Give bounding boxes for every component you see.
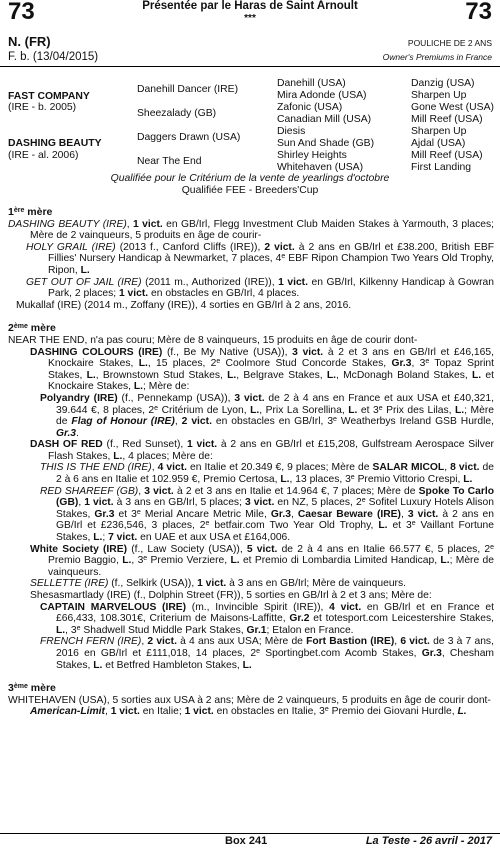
produce-white-society: White Society (IRE) (f., Law Society (USA)), 5 vict. de 2 à 4 ans en Italie 66.577 €, 5 places, 2e Premio Baggio, L., 3e Premio Verziere, L. et Premio di Lombardia Limited Handicap, L.; Mère de vainqueurs.: [30, 543, 495, 578]
produce-mukallaf: Mukallaf (IRE) (2014 m., Zoffany (IRE)), 4 sorties en GB/Irl à 2 ans, 2016.: [16, 299, 352, 311]
first-dam-entry: DASHING BEAUTY (IRE), 1 vict. en GB/Irl, Flegg Investment Club Maiden Stakes à Yarmouth, 3 places; Mère de 2 vainqueurs, 5 produits en âge de courir-: [8, 218, 494, 242]
produce-shesasmartlady: Shesasmartlady (IRE) (f., Dolphin Street (FR)), 5 sorties en GB/Irl à 2 et 3 ans; Mère de:: [30, 590, 432, 601]
second-dam-entry: NEAR THE END, n'a pas couru; Mère de 8 vainqueurs, 15 produits en âge de courir dont-: [8, 334, 418, 346]
sire-name: FAST COMPANY: [8, 91, 90, 102]
gen4-2: Sharpen Up: [411, 90, 467, 101]
produce-record: [8, 207, 494, 718]
qualification-line-1: Qualifiée pour le Critérium de la vente de yearlings d'octobre: [110, 173, 390, 184]
grandsire-2: Daggers Drawn (USA): [137, 132, 241, 143]
produce-french-fern: FRENCH FERN (IRE), 2 vict. à 4 ans aux USA; Mère de Fort Bastion (IRE), 6 vict. de 3 à 7 ans, 2016 en GB/Irl et £111,018, 14 places, 2e Sportingbet.com Acomb Stakes, Gr.3, Chesham Stakes, L. et Betfred Hambleton Stakes, L.: [40, 636, 495, 671]
gen4-5: Sharpen Up: [411, 126, 467, 137]
presenter-line: Présentée par le Haras de Saint Arnoult: [142, 0, 358, 12]
grandsire-1: Danehill Dancer (IRE): [137, 84, 239, 95]
produce-sellette: SELLETTE (IRE) (f., Selkirk (USA)), 1 vict. à 3 ans en GB/Irl; Mère de vainqueurs.: [30, 578, 406, 590]
gen3-5: Diesis: [277, 126, 306, 137]
produce-holy-grail: HOLY GRAIL (IRE) (2013 f., Canford Cliffs (IRE)), 2 vict. à 2 ans en GB/Irl et £38.200, British EBF Fillies' Nursery Handicap à Newmarket, 7 places, 4e EBF Ripon Champion Two Years Old Trophy, Ripon, L.: [26, 241, 495, 276]
granddam-2: Near The End: [137, 156, 202, 167]
first-dam-heading: 1ère mère: [8, 206, 53, 218]
gen3-8: Whitehaven (USA): [277, 162, 364, 173]
produce-dash-of-red: DASH OF RED (f., Red Sunset), 1 vict. à 2 ans en GB/Irl et £15,208, Gulfstream Aerospace Silver Flash Stakes, L., 4 places; Mère de:: [30, 439, 494, 462]
granddam-1: Sheezalady (GB): [137, 108, 217, 119]
horse-category: POULICHE DE 2 ANS: [407, 38, 492, 48]
second-dam-heading: 2ème mère: [8, 322, 56, 335]
gen3-4: Canadian Mill (USA): [277, 114, 372, 125]
gen3-7: Shirley Heights: [277, 150, 347, 161]
footer-divider: [0, 833, 500, 834]
produce-this-is-the-end: THIS IS THE END (IRE), 4 vict. en Italie et 20.349 €, 9 places; Mère de SALAR MICOL, 8 vict. de 2 à 6 ans en Italie et 102.959 €, Premio Certosa, L., 13 places, 3e Premio Vittorio Crespi, L.: [40, 462, 494, 486]
horse-name: N. (FR): [8, 34, 51, 49]
gen3-1: Danehill (USA): [277, 78, 346, 89]
gen4-7: Mill Reef (USA): [411, 150, 483, 161]
third-dam-entry: WHITEHAVEN (USA), 5 sorties aux USA à 2 ans; Mère de 2 vainqueurs, 5 produits en âge de courir dont-: [8, 694, 491, 706]
third-dam-heading: 3ème mère: [8, 682, 56, 695]
sire-info: (IRE - b. 2005): [8, 102, 77, 113]
lot-number-right: 73: [465, 0, 492, 25]
produce-red-shareef: RED SHAREEF (GB), 3 vict. à 2 et 3 ans en Italie et 14.964 €, 7 places; Mère de Spoke To Carlo (GB), 1 vict. à 3 ans en GB/Irl, 5 places; 3 vict. en NZ, 5 places, 2e Sofitel Luxury Hotels Alison Stakes, Gr.3 et 3e Merial Ancare Metric Mile, Gr.3, Caesar Beware (IRE), 3 vict. à 2 ans en GB/Irl et £236,546, 3 places, 2e betfair.com Two Year Old Trophy, L. et 3e Vaillant Fortune Stakes, L.; 7 vict. en UAE et aux USA et £164,006.: [40, 485, 495, 544]
produce-captain-marvelous: CAPTAIN MARVELOUS (IRE) (m., Invincible Spirit (IRE)), 4 vict. en GB/Irl et en France et £66,433, 108.301€, Criterium de Maisons-Laffitte, Gr.2 et totesport.com Leicestershire Stakes, L., 3e Shadwell Stud Middle Park Stakes, Gr.1; Etalon en France.: [40, 601, 494, 636]
horse-details: F. b. (13/04/2015): [8, 51, 99, 63]
box-number: Box 241: [225, 835, 268, 847]
gen3-3: Zafonic (USA): [277, 102, 343, 113]
dam-info: (IRE - al. 2006): [8, 150, 79, 161]
lot-number-left: 73: [8, 0, 35, 25]
gen4-4: Mill Reef (USA): [411, 114, 483, 125]
owner-premium: Owner's Premiums in France: [382, 52, 492, 62]
produce-dashing-colours: DASHING COLOURS (IRE) (f., Be My Native (USA)), 3 vict. à 2 et 3 ans en GB/Irl et £46,165, Knockaire Stakes, L., 15 places, 2e Coolmore Stud Concorde Stakes, Gr.3, 3e Topaz Sprint Stakes, L., Brownstown Stud Stakes, L., Belgrave Stakes, L., McDonagh Boland Stakes, L. et Knockaire Stakes, L.; Mère de:: [30, 346, 495, 393]
produce-polyandry: Polyandry (IRE) (f., Pennekamp (USA)), 3 vict. de 2 à 4 ans en France et aux USA et £40,321, 39.644 €, 8 places, 2e Critérium de Lyon, L., Prix La Sorellina, L. et 3e Prix des Lilas, L.; Mère de Flag of Honour (IRE), 2 vict. en obstacles en GB/Irl, 3e Weatherbys Ireland GSB Hurdle, Gr.3.: [40, 392, 494, 439]
sale-venue-date: La Teste - 26 avril - 2017: [365, 835, 492, 847]
gen4-3: Gone West (USA): [411, 102, 494, 113]
stars: ***: [244, 13, 256, 24]
gen3-6: Sun And Shade (GB): [277, 138, 375, 149]
gen4-8: First Landing: [411, 162, 472, 173]
qualification-line-2: Qualifiée FEE - Breeders'Cup: [181, 185, 319, 196]
produce-american-limit: American-Limit, 1 vict. en Italie; 1 vict. en obstacles en Italie, 3e Premio dei Giovani Hurdle, L.: [30, 706, 467, 718]
gen4-1: Danzig (USA): [411, 78, 475, 89]
gen4-6: Ajdal (USA): [411, 138, 466, 149]
gen3-2: Mira Adonde (USA): [277, 90, 367, 101]
produce-get-out-of-jail: GET OUT OF JAIL (IRE) (2011 m., Authorized (IRE)), 1 vict. en GB/Irl, Kilkenny Handicap à Gowran Park, 2 places; 1 vict. en obstacles en GB/Irl, 4 places.: [26, 276, 494, 300]
header-divider: [0, 66, 500, 67]
dam-name: DASHING BEAUTY: [8, 138, 102, 149]
